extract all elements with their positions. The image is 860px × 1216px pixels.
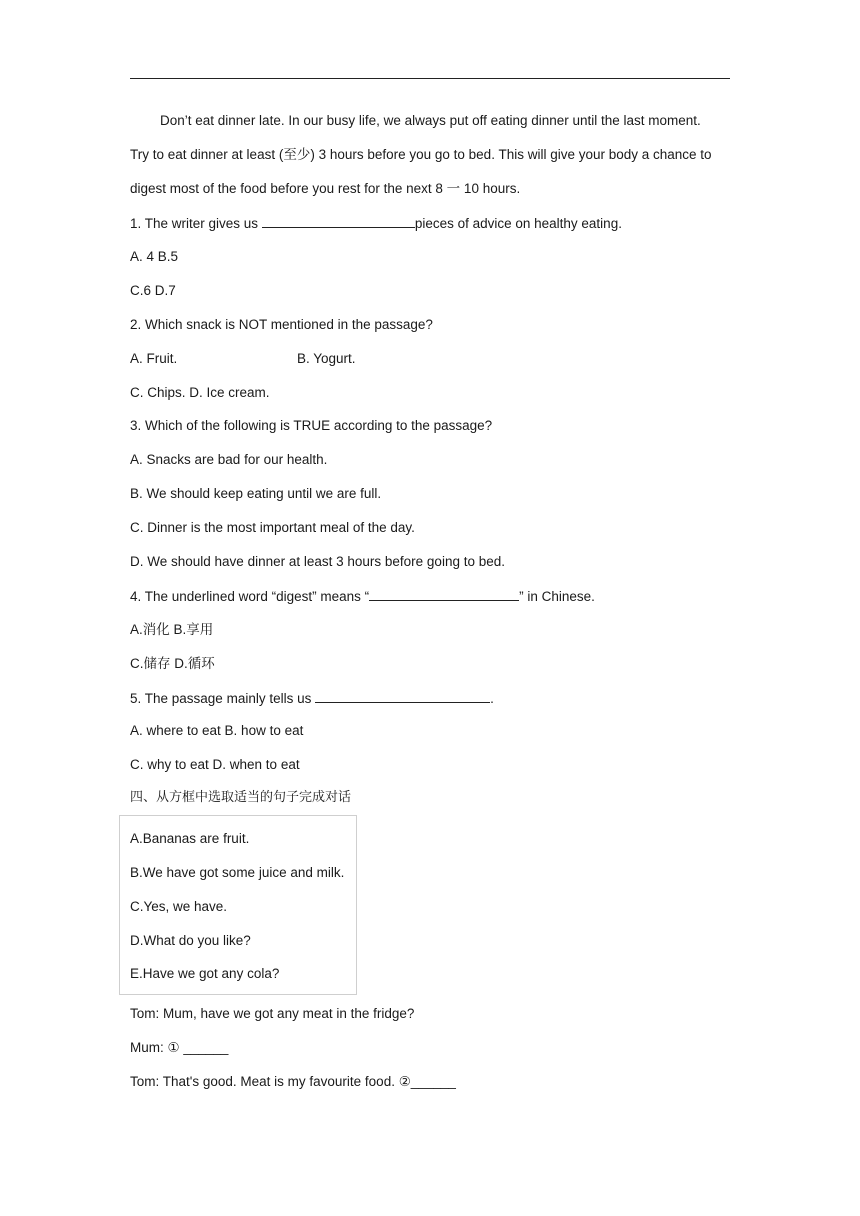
box-option-e: E.Have we got any cola? — [130, 966, 280, 981]
answer-blank-1 — [262, 214, 415, 228]
passage-line-2: Try to eat dinner at least (至少) 3 hours before you go to bed. This will give your body a chance to — [130, 147, 712, 162]
dialogue-line-3: Tom: That's good. Meat is my favourite food. ②______ — [130, 1074, 456, 1089]
question-4-stem: 4. The underlined word “digest” means “ — [130, 589, 370, 604]
question-3-option-d: D. We should have dinner at least 3 hours before going to bed. — [130, 554, 505, 569]
question-5-tail: . — [490, 691, 494, 706]
question-5-options-ab: A. where to eat B. how to eat — [130, 723, 304, 738]
question-2-option-b: B. Yogurt. — [297, 351, 356, 366]
question-5 — [130, 689, 494, 708]
question-3-option-b: B. We should keep eating until we are full. — [130, 486, 382, 501]
question-1-tail: pieces of advice on healthy eating. — [414, 216, 622, 231]
question-4 — [130, 587, 595, 606]
box-option-a: A.Bananas are fruit. — [130, 831, 250, 846]
question-3-option-c: C. Dinner is the most important meal of the day. — [130, 520, 415, 535]
passage-line-1: Don’t eat dinner late. In our busy life, we always put off eating dinner until the last moment. — [160, 113, 701, 128]
question-5-stem: 5. The passage mainly tells us — [130, 691, 316, 706]
question-2-options-cd: C. Chips. D. Ice cream. — [130, 385, 270, 400]
section-4-heading: 四、从方框中选取适当的句子完成对话 — [130, 790, 352, 805]
header-rule — [130, 78, 730, 79]
question-1-options-cd: C.6 D.7 — [130, 283, 176, 298]
question-2-option-a: A. Fruit. — [130, 351, 178, 366]
answer-blank-4 — [369, 587, 519, 601]
question-3-stem: 3. Which of the following is TRUE according to the passage? — [130, 418, 493, 433]
question-1-options-ab: A. 4 B.5 — [130, 249, 179, 264]
passage-line-3: digest most of the food before you rest for the next 8 一 10 hours. — [130, 181, 521, 196]
question-4-options-cd: C.储存 D.循环 — [130, 656, 215, 671]
question-1-stem: 1. The writer gives us — [130, 216, 262, 231]
dialogue-line-1: Tom: Mum, have we got any meat in the fridge? — [130, 1006, 415, 1021]
question-1 — [130, 214, 622, 233]
question-2-options-ab — [130, 350, 356, 368]
dialogue-line-2: Mum: ① ______ — [130, 1040, 229, 1055]
box-option-c: C.Yes, we have. — [130, 899, 228, 914]
question-3-option-a: A. Snacks are bad for our health. — [130, 452, 328, 467]
question-5-options-cd: C. why to eat D. when to eat — [130, 757, 300, 772]
box-option-d: D.What do you like? — [130, 933, 251, 948]
box-option-b: B.We have got some juice and milk. — [130, 865, 345, 880]
question-2-stem: 2. Which snack is NOT mentioned in the passage? — [130, 317, 433, 332]
answer-blank-5 — [315, 689, 490, 703]
question-4-options-ab: A.消化 B.享用 — [130, 622, 214, 637]
question-4-tail: ” in Chinese. — [519, 589, 595, 604]
